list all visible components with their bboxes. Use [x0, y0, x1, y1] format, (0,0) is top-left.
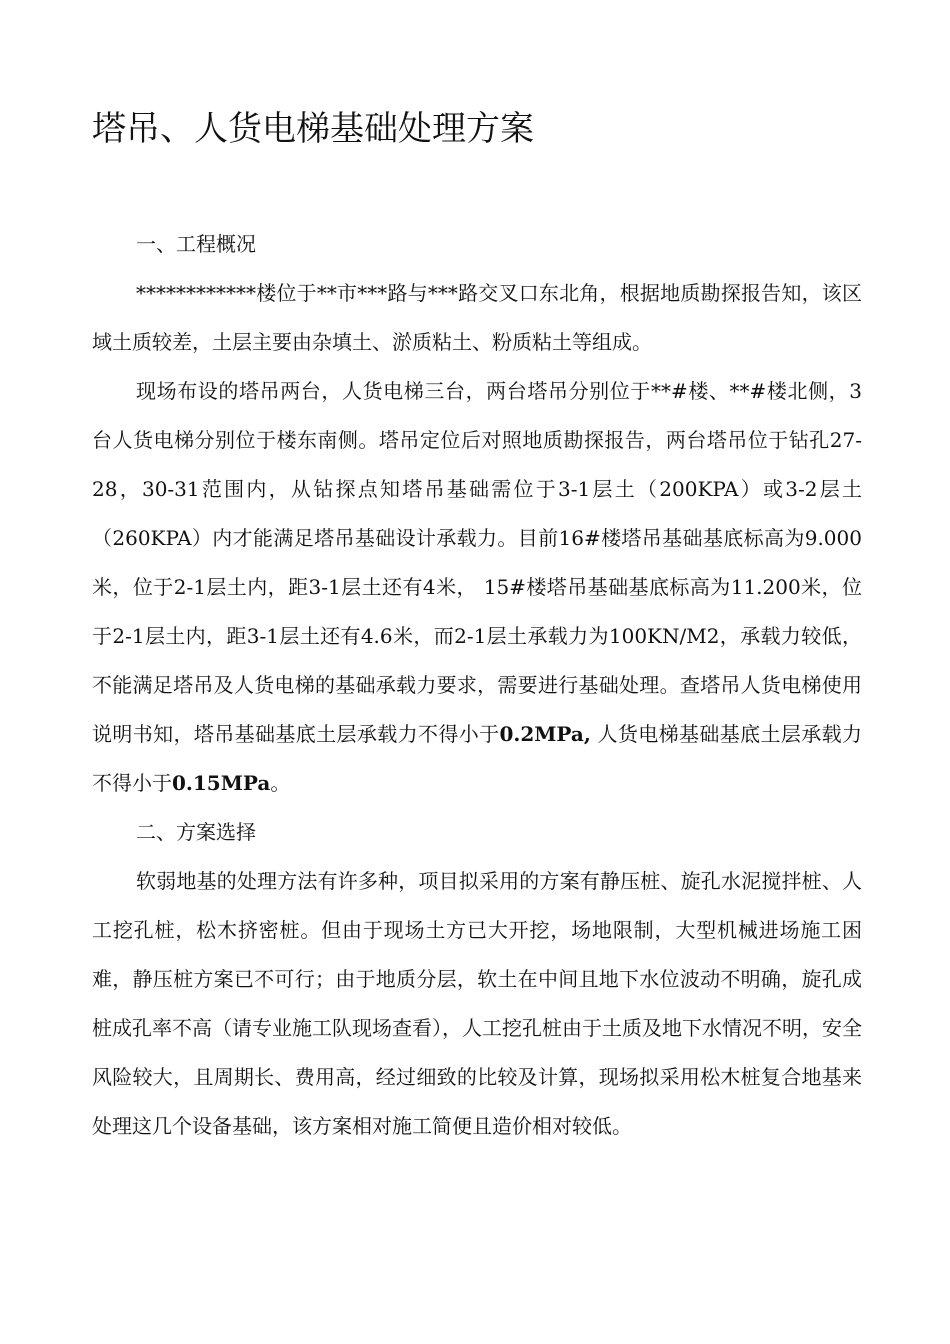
document-body — [92, 220, 862, 1151]
section-heading-overview: 一、工程概况 — [136, 232, 256, 256]
paragraph-site-layout — [92, 367, 862, 808]
tower-crane-bearing-value: 0.2MPa, — [499, 722, 591, 746]
paragraph-location: ************楼位于**市***路与***路交叉口东北角，根据地质勘探报告知，该区域土质较差，土层主要由杂填土、淤质粘土、粉质粘土等组成。 — [92, 281, 862, 354]
elevator-bearing-value: 0.15MPa — [172, 771, 271, 795]
paragraph-site-layout-mid: 人货电梯基础基底土层承载力不得小于 — [92, 722, 863, 795]
paragraph-site-layout-end: 。 — [270, 771, 291, 795]
document-title: 塔吊、人货电梯基础处理方案 — [92, 109, 534, 149]
paragraph-scheme-selection: 软弱地基的处理方法有许多种，项目拟采用的方案有静压桩、旋孔水泥搅拌桩、人工挖孔桩，松木挤密桩。但由于现场土方已大开挖，场地限制，大型机械进场施工困难，静压桩方案已不可行；由于地质分层，软土在中间且地下水位波动不明确，旋孔成桩成孔率不高（请专业施工队现场查看），人工挖孔桩由于土质及地下水情况不明，安全风险较大，且周期长、费用高，经过细致的比较及计算，现场拟采用松木桩复合地基来处理这几个设备基础，该方案相对施工简便且造价相对较低。 — [92, 869, 862, 1138]
paragraph-site-layout-text: 现场布设的塔吊两台，人货电梯三台，两台塔吊分别位于**#楼、**#楼北侧，3台人货电梯分别位于楼东南侧。塔吊定位后对照地质勘探报告，两台塔吊位于钻孔27-28，30-31范围内，从钻探点知塔吊基础需位于3-1层土（200KPA）或3-2层土（260KPA）内才能满足塔吊基础设计承载力。目前16#楼塔吊基础基底标高为9.000米，位于2-1层土内，距3-1层土还有4米， 15#楼塔吊基础基底标高为11.200米，位于2-1层土内，距3-1层土还有4.6米，而2-1层土承载力为100KN/M2，承载力较低，不能满足塔吊及人货电梯的基础承载力要求，需要进行基础处理。查塔吊人货电梯使用说明书知，塔吊基础基底土层承载力不得小于 — [92, 379, 862, 746]
section-heading-scheme: 二、方案选择 — [136, 820, 256, 844]
